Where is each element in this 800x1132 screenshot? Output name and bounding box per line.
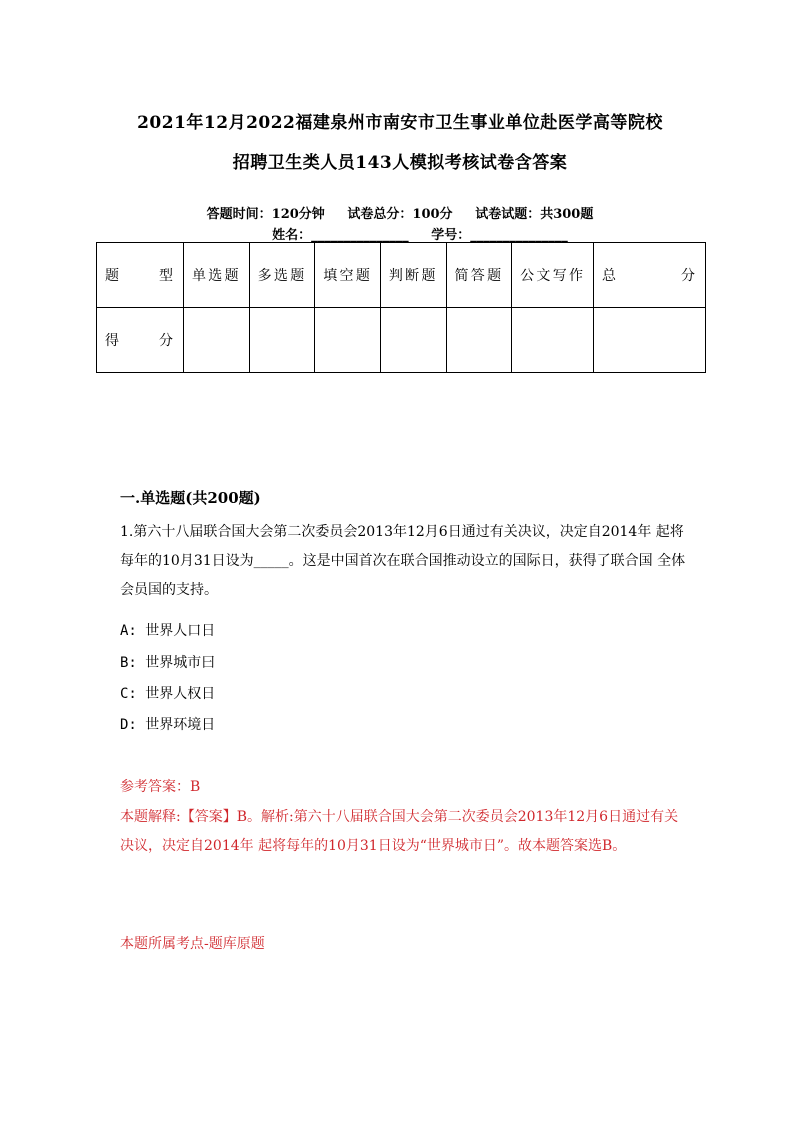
option-text: 世界人权日 [145,686,216,702]
option-b [120,652,215,672]
question-text: 1.第六十八届联合国大会第二次委员会2013年12月6日通过有关决议，决定自2014年 起将每年的10月31日设为_____。这是中国首次在联合国推动设立的国际日，获得了联合国 全体会员国的支持。 [120,524,686,598]
score-header-cell: 单选题 [184,243,250,308]
score-cell [380,308,446,373]
option-key: D: [120,717,137,733]
option-d [120,714,215,734]
score-header-cell: 简答题 [446,243,512,308]
score-header-cell: 总 分 [594,243,706,308]
option-c [120,683,215,703]
option-a [120,620,215,640]
option-key: B: [120,655,137,671]
exam-title-line-2: 招聘卫生类人员143人模拟考核试卷含答案 [232,153,568,173]
reference-answer: 参考答案：B [120,779,201,795]
score-cell [249,308,315,373]
score-header-cell: 题 型 [97,243,184,308]
exam-title-line-1: 2021年12月2022福建泉州市南安市卫生事业单位赴医学高等院校 [137,113,663,133]
score-cell [315,308,381,373]
score-header-cell: 公文写作 [512,243,594,308]
score-header-cell: 多选题 [249,243,315,308]
candidate-info-line: 姓名：_______________ 学号：_______________ [272,228,568,243]
score-row-label: 得 分 [97,308,184,373]
option-text: 世界人口日 [145,623,216,639]
score-table-header-row [97,243,706,308]
section-title: 一.单选题(共200题) [120,489,261,507]
score-cell [446,308,512,373]
option-text: 世界环境日 [145,717,216,733]
option-text: 世界城市曰 [145,655,216,671]
score-cell [512,308,594,373]
score-table [96,242,706,373]
option-key: A: [120,623,137,639]
score-cell [184,308,250,373]
option-key: C: [120,686,137,702]
score-header-cell: 判断题 [380,243,446,308]
question-topic-tag: 本题所属考点-题库原题 [120,936,265,952]
score-header-cell: 填空题 [315,243,381,308]
answer-explanation: 本题解释:【答案】B。解析:第六十八届联合国大会第二次委员会2013年12月6日通过有关决议，决定自2014年 起将每年的10月31日设为“世界城市日”。故本题答案选B。 [120,809,679,854]
score-cell [594,308,706,373]
exam-info-line: 答题时间：120分钟 试卷总分：100分 试卷试题：共300题 [206,207,594,222]
score-table-score-row [97,308,706,373]
